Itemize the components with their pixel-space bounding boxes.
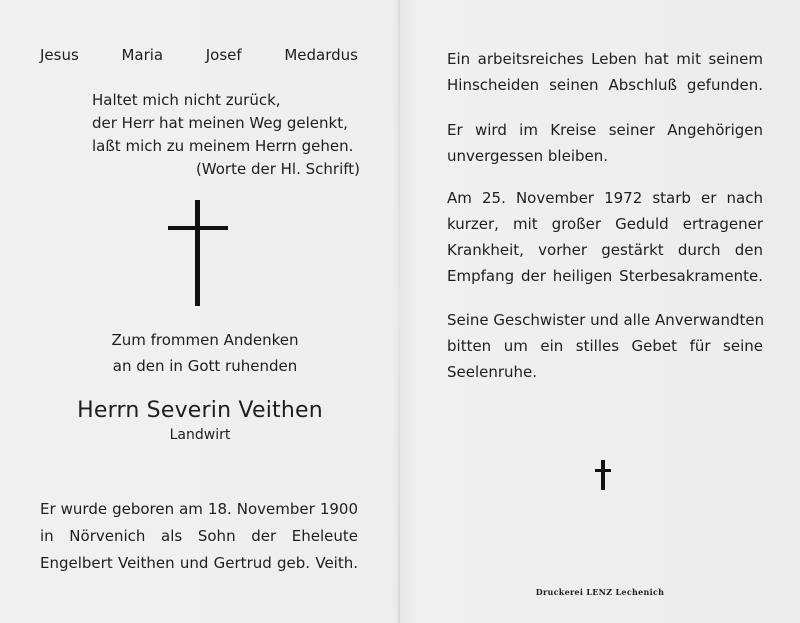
right-panel bbox=[400, 0, 800, 623]
paragraph-life bbox=[447, 46, 763, 98]
birth-text bbox=[40, 496, 358, 577]
deceased-name: Herrn Severin Veithen bbox=[77, 398, 323, 423]
paragraph-line: Krankheit, vorher gestärkt durch den bbox=[447, 241, 763, 259]
holy-name: Jesus bbox=[40, 46, 79, 64]
paragraph-line: Ein arbeitsreiches Leben hat mit seinem bbox=[447, 50, 763, 68]
holy-name: Maria bbox=[121, 46, 164, 64]
small-cross-icon bbox=[595, 460, 611, 490]
printer-imprint: Druckerei LENZ Lechenich bbox=[535, 587, 665, 597]
deceased-occupation: Landwirt bbox=[169, 427, 231, 443]
verse-line: der Herr hat meinen Weg gelenkt, bbox=[92, 114, 348, 132]
birth-line: in Nörvenich als Sohn der Eheleute bbox=[40, 527, 358, 545]
paragraph-line: bitten um ein stilles Gebet für seine bbox=[447, 337, 763, 355]
memorial-line: an den in Gott ruhenden bbox=[112, 357, 298, 375]
paragraph-line: kurzer, mit großer Geduld ertragener bbox=[447, 215, 763, 233]
paragraph-remembrance bbox=[447, 117, 763, 169]
paragraph-line: Am 25. November 1972 starb er nach bbox=[447, 189, 763, 207]
memorial-text bbox=[90, 327, 320, 379]
cross-icon bbox=[168, 200, 228, 306]
paragraph-line: Seelenruhe. bbox=[447, 363, 538, 381]
verse-line: Haltet mich nicht zurück, bbox=[92, 91, 281, 109]
birth-line: Engelbert Veithen und Gertrud geb. Veith. bbox=[40, 554, 358, 572]
birth-line: Er wurde geboren am 18. November 1900 bbox=[40, 500, 358, 518]
paragraph-line: Seine Geschwister und alle Anverwandten bbox=[447, 311, 765, 329]
holy-name: Josef bbox=[205, 46, 242, 64]
paragraph-line: unvergessen bleiben. bbox=[447, 147, 609, 165]
paragraph-line: Hinscheiden seinen Abschluß gefunden. bbox=[447, 76, 763, 94]
holy-name: Medardus bbox=[284, 46, 358, 64]
holy-names bbox=[40, 46, 358, 64]
verse-source: (Worte der Hl. Schrift) bbox=[195, 160, 360, 178]
left-panel bbox=[0, 0, 399, 623]
paragraph-line: Er wird im Kreise seiner Angehörigen bbox=[447, 121, 763, 139]
paragraph-prayer bbox=[447, 307, 763, 385]
memorial-line: Zum frommen Andenken bbox=[111, 331, 299, 349]
paragraph-death bbox=[447, 185, 763, 289]
scripture-verse bbox=[92, 89, 360, 181]
paragraph-line: Empfang der heiligen Sterbesakramente. bbox=[447, 267, 763, 285]
verse-line: laßt mich zu meinem Herrn gehen. bbox=[92, 137, 354, 155]
